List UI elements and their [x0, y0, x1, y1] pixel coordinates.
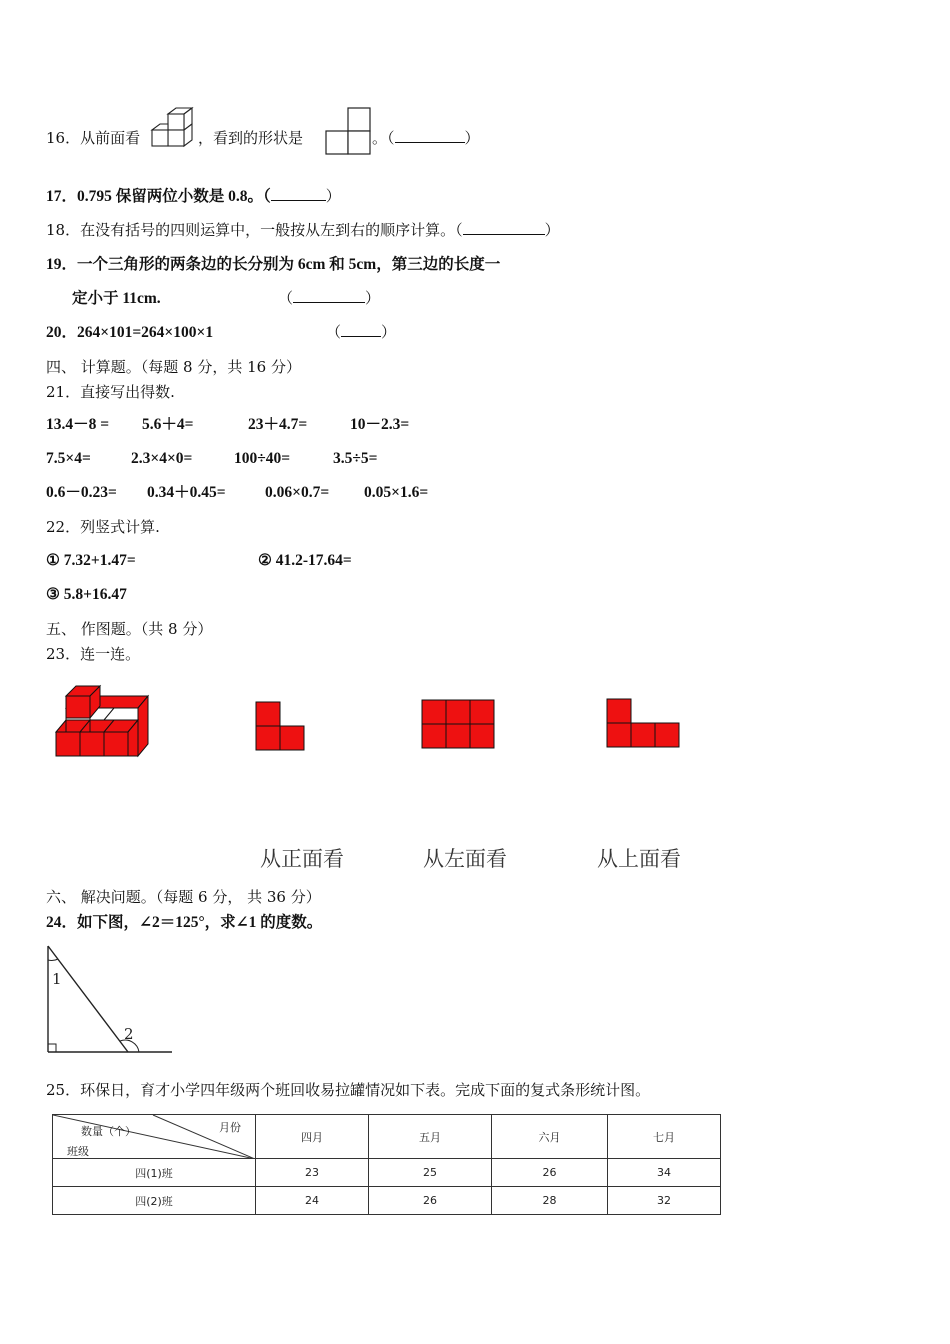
question-18	[46, 220, 560, 240]
q20-text: 20．264×101=264×100×1	[46, 324, 214, 341]
header-quantity: 数量（个）	[81, 1125, 136, 1138]
q16-middle-line	[198, 128, 303, 148]
question-20	[46, 322, 213, 343]
question-19-line1	[46, 254, 500, 275]
q21-r1c1: 13.4－8 =	[46, 416, 110, 433]
caption-front-view: 从正面看	[260, 847, 344, 871]
header-month: 月份	[219, 1121, 241, 1134]
month-header-3: 六月	[492, 1115, 608, 1159]
angle-2-label: 2	[124, 1025, 134, 1043]
q16-prefix: 16．从前面看	[46, 129, 141, 147]
caption-top-view: 从上面看	[597, 847, 681, 871]
header-class: 班级	[67, 1145, 89, 1158]
row-1-val-1: 23	[256, 1159, 369, 1187]
q19-answer-line	[278, 288, 380, 308]
q17-text: 17．0.795 保留两位小数是 0.8。（	[46, 188, 271, 205]
q24-text: 24．如下图，∠2＝125°，求∠1 的度数。	[46, 914, 323, 931]
q21-r2c4: 3.5÷5=	[333, 450, 378, 467]
q19-close: ）	[365, 289, 381, 307]
row-2-class: 四(2)班	[53, 1187, 256, 1215]
q22-item-c: ③ 5.8+16.47	[46, 586, 127, 603]
row-1-val-4: 34	[608, 1159, 721, 1187]
q20-open: （	[326, 323, 342, 341]
q21-r3c4: 0.05×1.6=	[364, 484, 429, 501]
month-header-1: 四月	[256, 1115, 369, 1159]
stacked-cubes-icon	[148, 104, 196, 152]
row-2-val-3: 28	[492, 1187, 608, 1215]
q16-answer-line	[372, 128, 480, 148]
q19-line2: 定小于 11cm.	[72, 290, 161, 307]
front-view-shape-icon	[322, 106, 372, 156]
q21-r3c1: 0.6－0.23=	[46, 484, 117, 501]
q16-end: 。（	[372, 129, 395, 147]
table-row	[53, 1159, 721, 1187]
q21-r3c3: 0.06×0.7=	[265, 484, 330, 501]
month-header-4: 七月	[608, 1115, 721, 1159]
red-cube-solid-icon	[52, 684, 152, 760]
q18-answer-blank[interactable]	[463, 220, 545, 235]
table-row	[53, 1187, 721, 1215]
q16-close: ）	[464, 129, 480, 147]
q17-answer-blank[interactable]	[271, 186, 326, 201]
row-1-val-3: 26	[492, 1159, 608, 1187]
q16-middle: ，看到的形状是	[198, 129, 304, 147]
red-l-shape-small-icon	[254, 700, 306, 752]
q20-answer-blank[interactable]	[341, 322, 381, 337]
q18-text: 18．在没有括号的四则运算中，一般按从左到右的顺序计算。（	[46, 221, 463, 239]
q21-r1c3: 23＋4.7=	[248, 416, 308, 433]
row-2-val-4: 32	[608, 1187, 721, 1215]
question-16	[46, 128, 140, 148]
q22-item-a: ① 7.32+1.47=	[46, 552, 136, 569]
question-21-title: 21．直接写出得数.	[46, 383, 175, 401]
q20-answer-line	[326, 322, 396, 342]
question-19-line2	[72, 288, 161, 309]
q18-close: ）	[544, 221, 560, 239]
question-23-title: 23．连一连。	[46, 645, 141, 663]
recycling-table	[52, 1114, 721, 1215]
q21-r2c3: 100÷40=	[234, 450, 291, 467]
table-header-diagonal-cell	[53, 1115, 256, 1159]
angle-1-label: 1	[52, 970, 62, 988]
q20-close: ）	[381, 323, 397, 341]
q21-r1c4: 10－2.3=	[350, 416, 410, 433]
question-25: 25．环保日，育才小学四年级两个班回收易拉罐情况如下表。完成下面的复式条形统计图。	[46, 1081, 651, 1099]
section-4-title: 四、 计算题。（每题 8 分，共 16 分）	[46, 358, 301, 376]
question-22-title: 22．列竖式计算.	[46, 518, 160, 536]
q19-line1: 19．一个三角形的两条边的长分别为 6cm 和 5cm，第三边的长度一	[46, 256, 501, 273]
question-17	[46, 186, 341, 207]
q22-item-b: ② 41.2-17.64=	[258, 552, 352, 569]
caption-left-view: 从左面看	[423, 847, 507, 871]
red-rectangle-grid-icon	[420, 698, 496, 752]
section-6-title: 六、 解决问题。（每题 6 分， 共 36 分）	[46, 888, 321, 906]
row-1-class: 四(1)班	[53, 1159, 256, 1187]
q19-answer-blank[interactable]	[293, 288, 365, 303]
q17-close: ）	[325, 187, 341, 205]
row-1-val-2: 25	[369, 1159, 492, 1187]
month-header-2: 五月	[369, 1115, 492, 1159]
q16-answer-blank[interactable]	[395, 128, 465, 143]
q19-open: （	[278, 289, 294, 307]
q21-r1c2: 5.6＋4=	[142, 416, 194, 433]
red-l-shape-wide-icon	[605, 697, 681, 749]
q21-r3c2: 0.34＋0.45=	[147, 484, 226, 501]
q21-r2c1: 7.5×4=	[46, 450, 91, 467]
q21-r2c2: 2.3×4×0=	[131, 450, 193, 467]
question-24	[46, 912, 322, 933]
row-2-val-2: 26	[369, 1187, 492, 1215]
row-2-val-1: 24	[256, 1187, 369, 1215]
right-triangle-diagram	[40, 942, 176, 1058]
section-5-title: 五、 作图题。（共 8 分）	[46, 620, 213, 638]
